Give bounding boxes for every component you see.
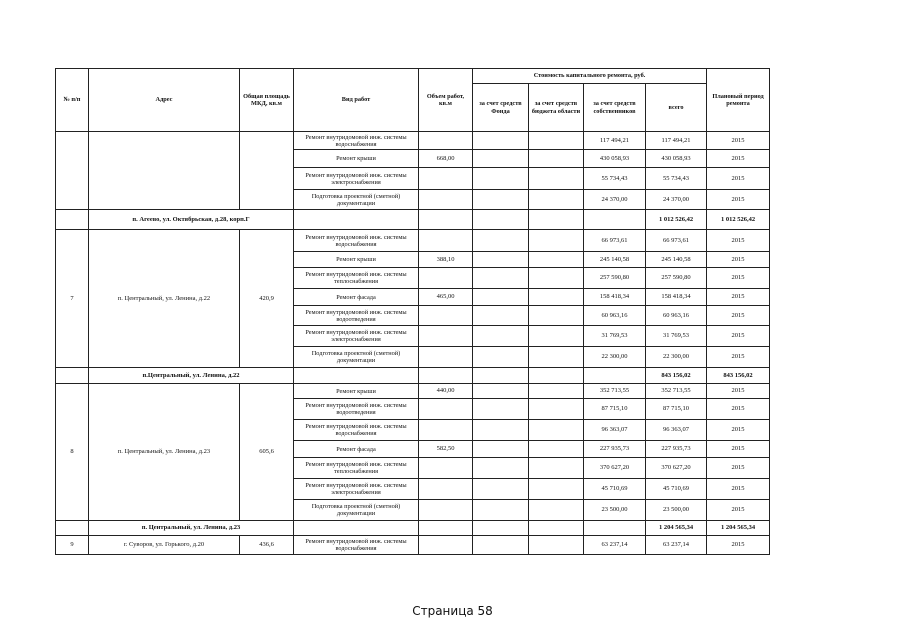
cell-work: Ремонт внутридомовой инж. системы водоснабжения	[294, 536, 419, 555]
cell-total: 430 058,93	[646, 150, 707, 168]
cell-owners: 45 710,69	[584, 479, 646, 500]
cell-volume: 440,00	[419, 384, 473, 399]
cell-volume	[419, 479, 473, 500]
cell-fund	[473, 190, 529, 210]
cell-budget	[529, 230, 584, 252]
cell-num: 7	[56, 230, 89, 368]
cell-fund	[473, 289, 529, 306]
cell-fund	[473, 168, 529, 190]
cell-total: 66 973,61	[646, 230, 707, 252]
cell-work	[419, 368, 473, 384]
cell-owners: 158 418,34	[584, 289, 646, 306]
cell-period: 2015	[707, 306, 770, 326]
cell-work: Ремонт внутридомовой инж. системы водоотведения	[294, 399, 419, 420]
cell-budget	[529, 289, 584, 306]
cell-period: 2015	[707, 399, 770, 420]
cell-area	[294, 521, 419, 536]
cell-volume	[419, 168, 473, 190]
cell-volume: 465,00	[419, 289, 473, 306]
cell-work: Подготовка проектной (сметной) документации	[294, 347, 419, 368]
cell-volume: 388,10	[419, 252, 473, 268]
subtotal-address: п. Центральный, ул. Ленина, д.23	[89, 521, 294, 536]
cell-period: 2015	[707, 347, 770, 368]
cell-volume	[419, 536, 473, 555]
cell-budget	[529, 441, 584, 458]
header-total: всего	[646, 84, 707, 132]
cell-budget	[584, 210, 646, 230]
cell-owners: 257 590,80	[584, 268, 646, 289]
cell-volume	[473, 210, 529, 230]
cell-fund	[473, 500, 529, 521]
cell-volume	[419, 500, 473, 521]
cell-total: 87 715,10	[646, 399, 707, 420]
cell-owners: 24 370,00	[584, 190, 646, 210]
cell-work: Ремонт крыши	[294, 150, 419, 168]
cell-fund	[473, 347, 529, 368]
cell-budget	[529, 536, 584, 555]
header-budget: за счет средств бюджета области	[529, 84, 584, 132]
cell-work: Ремонт фасада	[294, 289, 419, 306]
cell-period: 2015	[707, 132, 770, 150]
cell-period: 2015	[707, 420, 770, 441]
cell-fund	[473, 384, 529, 399]
cell-address	[89, 132, 240, 210]
cell-fund	[473, 268, 529, 289]
cell-budget	[529, 399, 584, 420]
cell-total: 117 494,21	[646, 132, 707, 150]
subtotal-row	[56, 210, 770, 230]
header-fund: за счет средств Фонда	[473, 84, 529, 132]
cell-period: 2015	[707, 441, 770, 458]
cell-fund	[473, 132, 529, 150]
cell-num: 9	[56, 536, 89, 555]
cell-period: 2015	[707, 458, 770, 479]
cell-volume	[419, 458, 473, 479]
cell-address: г. Суворов, ул. Горького, д.20	[89, 536, 240, 555]
subtotal-address: п.Центральный, ул. Ленина, д.22	[89, 368, 294, 384]
table-row	[56, 132, 770, 150]
cell-fund	[473, 230, 529, 252]
subtotal-total: 843 156,02	[707, 368, 770, 384]
header-work: Вид работ	[294, 69, 419, 132]
cell-volume	[419, 132, 473, 150]
cell-owners: 430 058,93	[584, 150, 646, 168]
cell-budget	[529, 306, 584, 326]
cell-period: 2015	[707, 536, 770, 555]
cell-owners: 352 713,55	[584, 384, 646, 399]
cell-volume	[419, 347, 473, 368]
cell-total: 45 710,69	[646, 479, 707, 500]
table-row	[56, 230, 770, 252]
cell-owners: 227 935,73	[584, 441, 646, 458]
cell-budget	[529, 190, 584, 210]
cell-area: 436,6	[240, 536, 294, 555]
cell-volume	[419, 190, 473, 210]
cell-fund	[473, 326, 529, 347]
cell-total: 22 300,00	[646, 347, 707, 368]
cell-area	[294, 368, 419, 384]
cell-owners: 96 363,07	[584, 420, 646, 441]
cell-period: 2015	[707, 268, 770, 289]
header-volume: Объем работ, кв.м	[419, 69, 473, 132]
subtotal-address: п. Агеево, ул. Октябрьская, д.28, корп.Г	[89, 210, 294, 230]
cell-volume	[419, 326, 473, 347]
header-address: Адрес	[89, 69, 240, 132]
cell-fund	[473, 536, 529, 555]
cell-period: 2015	[707, 150, 770, 168]
cell-num	[56, 368, 89, 384]
subtotal-owners: 1 012 526,42	[646, 210, 707, 230]
subtotal-total: 1 012 526,42	[707, 210, 770, 230]
table-row	[56, 384, 770, 399]
table-body	[56, 132, 770, 555]
cell-owners: 31 769,53	[584, 326, 646, 347]
cell-budget	[529, 132, 584, 150]
cell-budget	[529, 347, 584, 368]
cell-period: 2015	[707, 190, 770, 210]
cell-fund	[529, 521, 584, 536]
cell-owners: 22 300,00	[584, 347, 646, 368]
cell-budget	[584, 521, 646, 536]
cell-budget	[529, 326, 584, 347]
cell-work: Ремонт внутридомовой инж. системы водоснабжения	[294, 230, 419, 252]
page-number: Страница 58	[412, 604, 493, 618]
cell-total: 23 500,00	[646, 500, 707, 521]
cell-period: 2015	[707, 289, 770, 306]
cell-owners: 87 715,10	[584, 399, 646, 420]
header-row-1	[56, 69, 770, 84]
cell-owners: 55 734,43	[584, 168, 646, 190]
cell-budget	[529, 252, 584, 268]
cell-total: 352 713,55	[646, 384, 707, 399]
cell-area	[240, 132, 294, 210]
cell-work: Ремонт внутридомовой инж. системы водоснабжения	[294, 132, 419, 150]
cell-period: 2015	[707, 168, 770, 190]
cell-address: п. Центральный, ул. Ленина, д.23	[89, 384, 240, 521]
cell-total: 24 370,00	[646, 190, 707, 210]
cell-period: 2015	[707, 230, 770, 252]
cell-work: Подготовка проектной (сметной) документации	[294, 190, 419, 210]
cell-period: 2015	[707, 384, 770, 399]
cell-fund	[473, 306, 529, 326]
subtotal-owners: 843 156,02	[646, 368, 707, 384]
cell-total: 245 140,58	[646, 252, 707, 268]
cell-budget	[584, 368, 646, 384]
cell-work: Ремонт внутридомовой инж. системы водоснабжения	[294, 420, 419, 441]
subtotal-owners: 1 204 565,34	[646, 521, 707, 536]
cell-total: 158 418,34	[646, 289, 707, 306]
cell-work: Ремонт внутридомовой инж. системы электроснабжения	[294, 168, 419, 190]
header-owners: за счет средств собственников	[584, 84, 646, 132]
cell-work: Подготовка проектной (сметной) документации	[294, 500, 419, 521]
cell-budget	[529, 479, 584, 500]
cell-total: 31 769,53	[646, 326, 707, 347]
cell-budget	[529, 150, 584, 168]
cell-volume	[473, 368, 529, 384]
cell-total: 257 590,80	[646, 268, 707, 289]
cell-volume: 668,00	[419, 150, 473, 168]
cell-work: Ремонт внутридомовой инж. системы теплоснабжения	[294, 268, 419, 289]
cell-work: Ремонт внутридомовой инж. системы теплоснабжения	[294, 458, 419, 479]
cell-fund	[473, 441, 529, 458]
cell-owners: 66 973,61	[584, 230, 646, 252]
cell-fund	[529, 210, 584, 230]
cell-fund	[473, 458, 529, 479]
cell-work: Ремонт крыши	[294, 384, 419, 399]
cell-volume	[419, 230, 473, 252]
cell-fund	[473, 252, 529, 268]
cell-volume	[419, 306, 473, 326]
cell-volume: 582,50	[419, 441, 473, 458]
cell-fund	[473, 150, 529, 168]
cell-area	[294, 210, 419, 230]
cell-address: п. Центральный, ул. Ленина, д.22	[89, 230, 240, 368]
cell-work	[419, 210, 473, 230]
cell-total: 55 734,43	[646, 168, 707, 190]
cell-work	[419, 521, 473, 536]
cell-work: Ремонт фасада	[294, 441, 419, 458]
cell-total: 60 963,16	[646, 306, 707, 326]
cell-budget	[529, 168, 584, 190]
cell-area: 605,6	[240, 384, 294, 521]
cell-budget	[529, 458, 584, 479]
cell-fund	[473, 479, 529, 500]
cell-total: 96 363,07	[646, 420, 707, 441]
subtotal-row	[56, 521, 770, 536]
cell-owners: 245 140,58	[584, 252, 646, 268]
cell-num: 8	[56, 384, 89, 521]
cell-volume	[419, 399, 473, 420]
cell-work: Ремонт внутридомовой инж. системы электроснабжения	[294, 326, 419, 347]
subtotal-total: 1 204 565,34	[707, 521, 770, 536]
cell-volume	[419, 268, 473, 289]
cell-total: 63 237,14	[646, 536, 707, 555]
subtotal-row	[56, 368, 770, 384]
cell-total: 370 627,20	[646, 458, 707, 479]
cell-fund	[529, 368, 584, 384]
cell-period: 2015	[707, 252, 770, 268]
cell-budget	[529, 384, 584, 399]
header-cost-group: Стоимость капитального ремонта, руб.	[473, 69, 707, 84]
cell-owners: 63 237,14	[584, 536, 646, 555]
cell-work: Ремонт крыши	[294, 252, 419, 268]
cell-work: Ремонт внутридомовой инж. системы электроснабжения	[294, 479, 419, 500]
cell-period: 2015	[707, 479, 770, 500]
cell-volume	[473, 521, 529, 536]
header-num: № п/п	[56, 69, 89, 132]
cell-volume	[419, 420, 473, 441]
cell-budget	[529, 500, 584, 521]
header-period: Плановый период ремонта	[707, 69, 770, 132]
cell-period: 2015	[707, 500, 770, 521]
cell-num	[56, 132, 89, 210]
capital-repair-table	[55, 68, 770, 555]
cell-work: Ремонт внутридомовой инж. системы водоотведения	[294, 306, 419, 326]
table-row	[56, 536, 770, 555]
cell-num	[56, 521, 89, 536]
cell-owners: 117 494,21	[584, 132, 646, 150]
cell-owners: 370 627,20	[584, 458, 646, 479]
cell-owners: 60 963,16	[584, 306, 646, 326]
cell-budget	[529, 420, 584, 441]
cell-num	[56, 210, 89, 230]
cell-area: 420,9	[240, 230, 294, 368]
cell-fund	[473, 420, 529, 441]
cell-fund	[473, 399, 529, 420]
cell-period: 2015	[707, 326, 770, 347]
header-area: Общая площадь МКД, кв.м	[240, 69, 294, 132]
cell-owners: 23 500,00	[584, 500, 646, 521]
cell-budget	[529, 268, 584, 289]
cell-total: 227 935,73	[646, 441, 707, 458]
